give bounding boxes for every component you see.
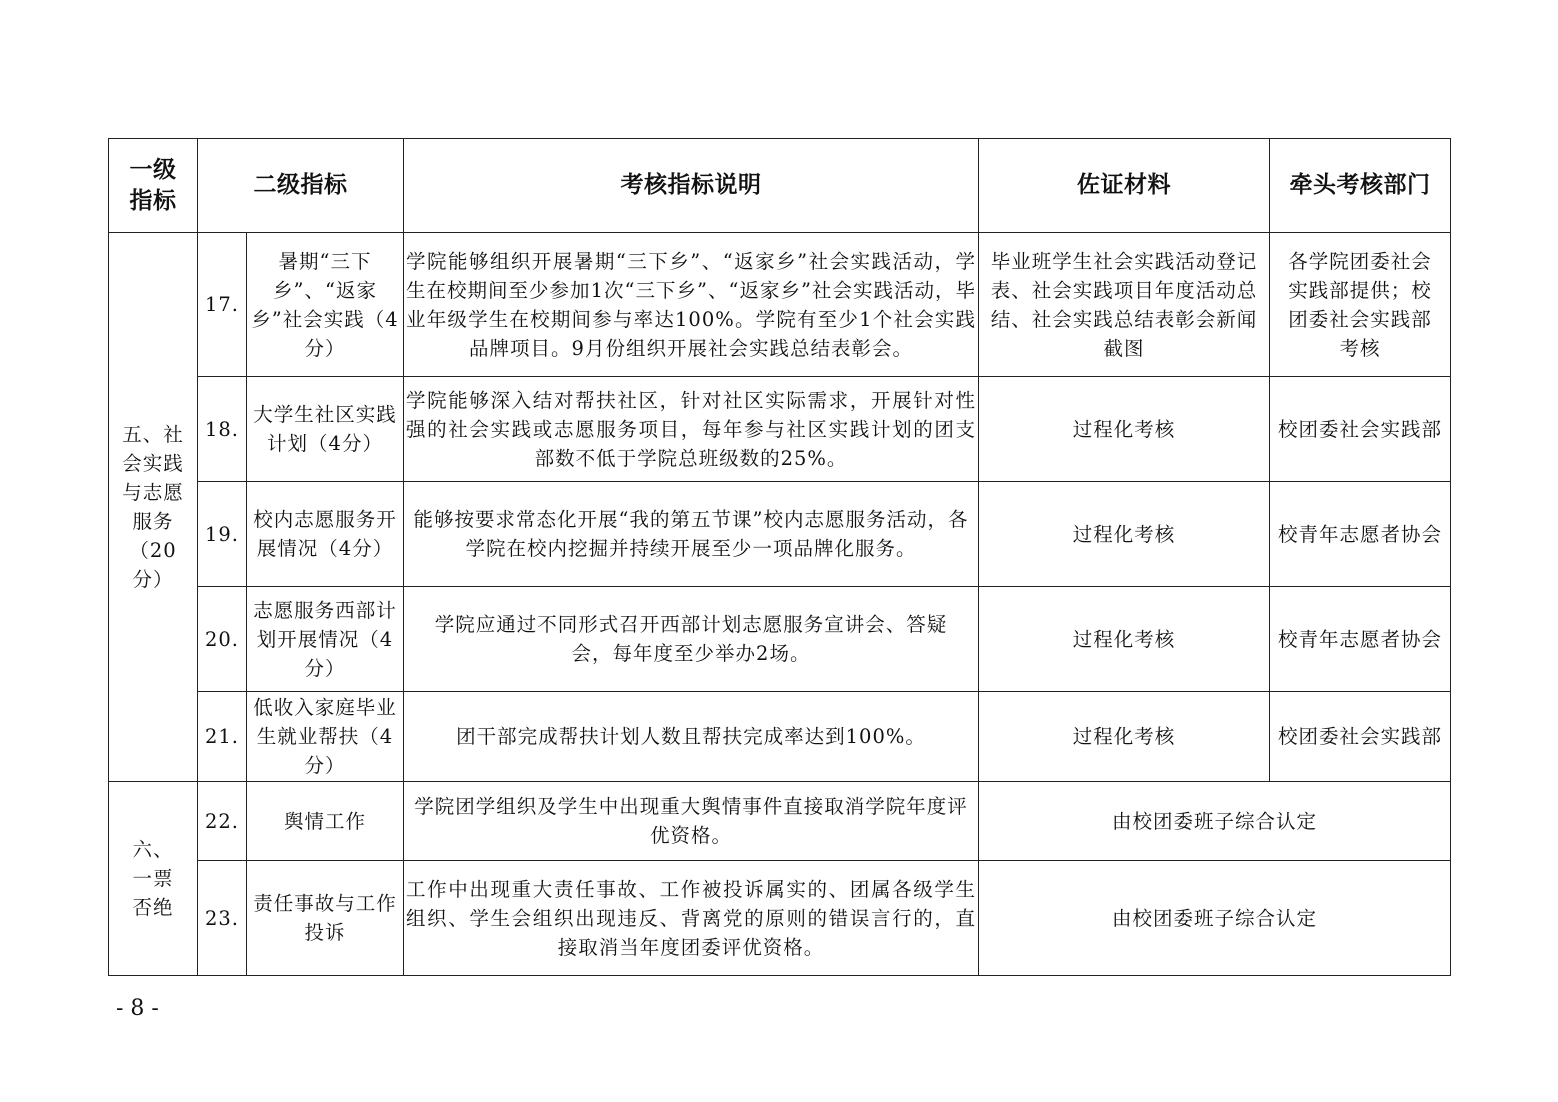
level2-cell: 责任事故与工作投诉: [247, 861, 404, 976]
level1-cell: 五、社会实践与志愿服务（20分）: [109, 233, 198, 782]
row-number: 18.: [198, 377, 247, 482]
merged-evidence-department-cell: 由校团委班子综合认定: [979, 782, 1451, 861]
description-cell: 学院能够深入结对帮扶社区，针对社区实际需求，开展针对性强的社会实践或志愿服务项目，每年参与社区实践计划的团支部数不低于学院总班级数的25%。: [404, 377, 979, 482]
table-row: [109, 482, 1451, 587]
assessment-table: [108, 138, 1451, 976]
table-row: [109, 692, 1451, 782]
level2-cell: 暑期“三下乡”、“返家乡”社会实践（4分）: [247, 233, 404, 377]
description-cell: 能够按要求常态化开展“我的第五节课”校内志愿服务活动，各学院在校内挖掘并持续开展至少一项品牌化服务。: [404, 482, 979, 587]
level2-cell: 校内志愿服务开展情况（4分）: [247, 482, 404, 587]
department-cell: 校青年志愿者协会: [1270, 482, 1451, 587]
level2-cell: 舆情工作: [247, 782, 404, 861]
table-row: [109, 861, 1451, 976]
row-number: 22.: [198, 782, 247, 861]
table-row: [109, 782, 1451, 861]
page-number: - 8 -: [116, 996, 159, 1021]
description-cell: 团干部完成帮扶计划人数且帮扶完成率达到100%。: [404, 692, 979, 782]
description-cell: 学院应通过不同形式召开西部计划志愿服务宣讲会、答疑会，每年度至少举办2场。: [404, 587, 979, 692]
level1-cell: 六、一票否绝: [109, 782, 198, 976]
header-department: 牵头考核部门: [1270, 139, 1451, 233]
table-row: [109, 233, 1451, 377]
level2-cell: 大学生社区实践计划（4分）: [247, 377, 404, 482]
row-number: 17.: [198, 233, 247, 377]
row-number: 20.: [198, 587, 247, 692]
header-level1: 一级指标: [109, 139, 198, 233]
description-cell: 工作中出现重大责任事故、工作被投诉属实的、团属各级学生组织、学生会组织出现违反、背离党的原则的错误言行的，直接取消当年度团委评优资格。: [404, 861, 979, 976]
table-row: [109, 587, 1451, 692]
evidence-cell: 毕业班学生社会实践活动登记表、社会实践项目年度活动总结、社会实践总结表彰会新闻截图: [979, 233, 1270, 377]
table-row: [109, 377, 1451, 482]
level2-cell: 低收入家庭毕业生就业帮扶（4分）: [247, 692, 404, 782]
evidence-cell: 过程化考核: [979, 377, 1270, 482]
row-number: 23.: [198, 861, 247, 976]
row-number: 21.: [198, 692, 247, 782]
department-cell: 校青年志愿者协会: [1270, 587, 1451, 692]
level2-cell: 志愿服务西部计划开展情况（4分）: [247, 587, 404, 692]
evidence-cell: 过程化考核: [979, 587, 1270, 692]
department-cell: 校团委社会实践部: [1270, 692, 1451, 782]
evidence-cell: 过程化考核: [979, 692, 1270, 782]
department-cell: 校团委社会实践部: [1270, 377, 1451, 482]
description-cell: 学院团学组织及学生中出现重大舆情事件直接取消学院年度评优资格。: [404, 782, 979, 861]
header-evidence: 佐证材料: [979, 139, 1270, 233]
header-level2: 二级指标: [198, 139, 404, 233]
evidence-cell: 过程化考核: [979, 482, 1270, 587]
merged-evidence-department-cell: 由校团委班子综合认定: [979, 861, 1451, 976]
table-header-row: [109, 139, 1451, 233]
department-cell: 各学院团委社会实践部提供；校团委社会实践部考核: [1270, 233, 1451, 377]
description-cell: 学院能够组织开展暑期“三下乡”、“返家乡”社会实践活动，学生在校期间至少参加1次“三下乡”、“返家乡”社会实践活动，毕业年级学生在校期间参与率达100%。学院有至少1个社会实践品牌项目。9月份组织开展社会实践总结表彰会。: [404, 233, 979, 377]
header-description: 考核指标说明: [404, 139, 979, 233]
row-number: 19.: [198, 482, 247, 587]
